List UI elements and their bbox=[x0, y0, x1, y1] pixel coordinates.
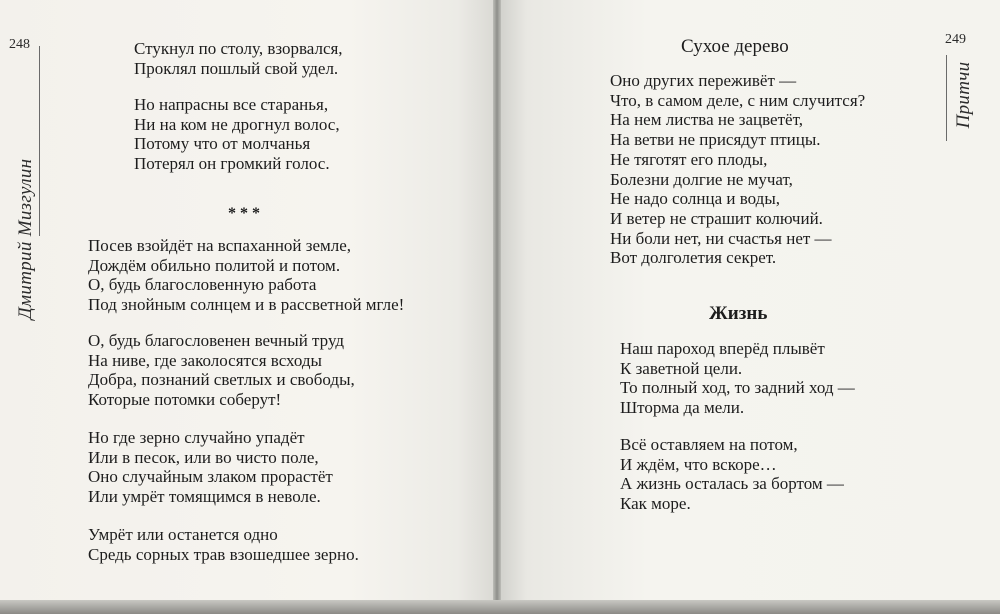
poem-line: И ждём, что вскоре… bbox=[620, 454, 777, 474]
poem-line: Умрёт или останется одно bbox=[88, 525, 278, 544]
poem-line: Вот долголетия секрет. bbox=[610, 248, 777, 268]
poem-line: Шторма да мели. bbox=[620, 398, 745, 418]
poem-line: То полный ход, то задний ход — bbox=[620, 378, 855, 398]
stanza-left-2 bbox=[134, 95, 340, 174]
poem-title-life: Жизнь bbox=[709, 303, 768, 324]
poem-line: Потерял он громкий голос. bbox=[134, 154, 330, 174]
poem-line: А жизнь осталась за бортом — bbox=[620, 474, 844, 494]
poem-line: Ни на ком не дрогнул волос, bbox=[134, 114, 340, 134]
running-head-rule-right bbox=[946, 55, 947, 141]
poem-line: Под знойным солнцем и в рассветной мгле! bbox=[88, 295, 405, 315]
poem-line: Наш пароход вперёд плывёт bbox=[620, 339, 825, 358]
poem-line: Стукнул по столу, взорвался, bbox=[134, 39, 343, 58]
poem-line: К заветной цели. bbox=[620, 358, 743, 378]
running-head-author: Дмитрий Мизгулин bbox=[15, 158, 36, 320]
page-number-right: 249 bbox=[945, 32, 966, 47]
stanza-left-5 bbox=[88, 428, 333, 507]
page-number-left: 248 bbox=[9, 37, 30, 52]
poem-line: О, будь благословенную работа bbox=[88, 275, 317, 295]
poem-line: Не тяготят его плоды, bbox=[610, 149, 768, 169]
poem-line: Оно других переживёт — bbox=[610, 71, 797, 90]
stanza-left-3 bbox=[88, 236, 404, 315]
running-head-rule-left bbox=[39, 46, 40, 236]
poem-line: Болезни долгие не мучат, bbox=[610, 169, 793, 189]
poem-line: На ниве, где заколосятся всходы bbox=[88, 350, 322, 370]
poem-line: Которые потомки соберут! bbox=[88, 390, 282, 410]
stanza-left-1 bbox=[134, 39, 343, 78]
book-gutter bbox=[493, 0, 501, 614]
poem-line: На ветви не присядут птицы. bbox=[610, 130, 821, 150]
poem-line: На нем листва не зацветёт, bbox=[610, 110, 803, 130]
page-bottom-edge bbox=[0, 600, 1000, 614]
stanza-left-6 bbox=[88, 525, 359, 564]
poem-title-dry-tree: Сухое дерево bbox=[681, 36, 789, 57]
poem-line: Но где зерно случайно упадёт bbox=[88, 428, 305, 447]
poem-line: Дождём обильно политой и потом. bbox=[88, 255, 341, 275]
poem-line: О, будь благословенен вечный труд bbox=[88, 331, 345, 350]
poem-line: Но напрасны все старанья, bbox=[134, 95, 329, 114]
poem-line: И ветер не страшит колючий. bbox=[610, 208, 823, 228]
running-head-section: Притчи bbox=[953, 61, 974, 129]
poem-line: Не надо солнца и воды, bbox=[610, 189, 780, 209]
poem-line: Как море. bbox=[620, 494, 691, 514]
poem-line: Добра, познаний светлых и свободы, bbox=[88, 370, 355, 390]
poem-line: Что, в самом деле, с ним случится? bbox=[610, 90, 866, 110]
stanza-right-1 bbox=[610, 71, 865, 268]
poem-line: Или в песок, или во чисто поле, bbox=[88, 447, 319, 467]
right-page bbox=[497, 0, 1000, 614]
poem-line: Оно случайным злаком прорастёт bbox=[88, 467, 333, 487]
stanza-right-3 bbox=[620, 435, 844, 514]
poem-line: Или умрёт томящимся в неволе. bbox=[88, 487, 321, 507]
poem-line: Средь сорных трав взошедшее зерно. bbox=[88, 544, 359, 564]
stanza-right-2 bbox=[620, 339, 855, 418]
poem-line: Всё оставляем на потом, bbox=[620, 435, 798, 454]
poem-line: Потому что от молчанья bbox=[134, 134, 311, 154]
section-separator: *** bbox=[228, 205, 264, 222]
stanza-left-4 bbox=[88, 331, 355, 410]
left-page bbox=[0, 0, 497, 614]
poem-line: Посев взойдёт на вспаханной земле, bbox=[88, 236, 352, 255]
poem-line: Ни боли нет, ни счастья нет — bbox=[610, 228, 832, 248]
poem-line: Проклял пошлый свой удел. bbox=[134, 58, 339, 78]
